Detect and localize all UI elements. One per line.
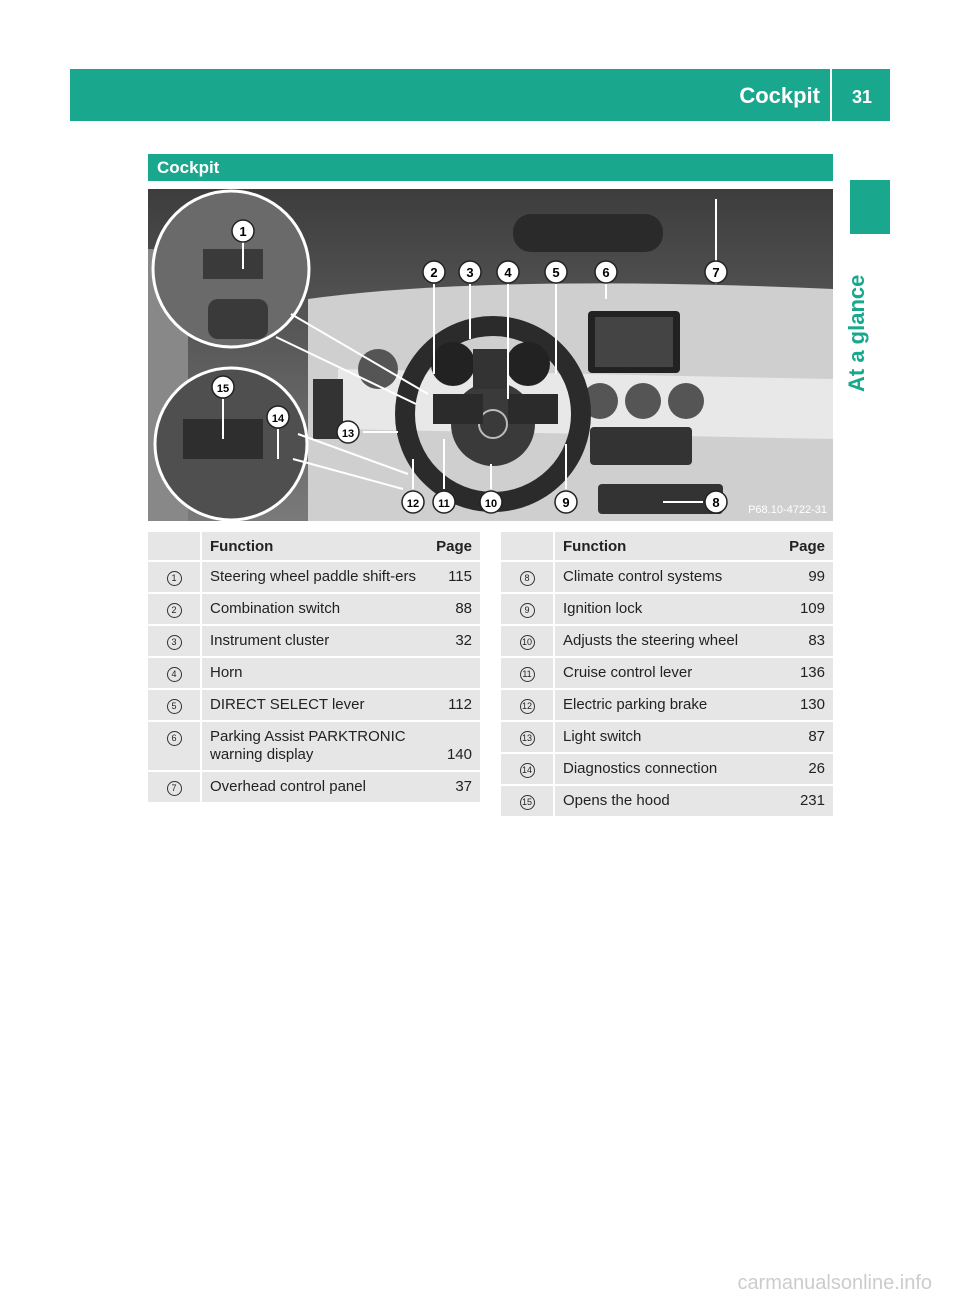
table-row <box>148 690 480 720</box>
col-page-header: Page <box>777 532 833 560</box>
row-page: 87 <box>777 722 833 752</box>
numbered-circle-icon: 9 <box>520 603 535 618</box>
svg-text:3: 3 <box>466 265 474 280</box>
table-row <box>148 594 480 624</box>
row-page <box>424 658 480 688</box>
table-row <box>501 690 833 720</box>
callout-12 <box>402 491 424 513</box>
svg-text:10: 10 <box>484 498 498 510</box>
row-number <box>501 594 555 624</box>
row-function: Adjusts the steering wheel <box>555 626 777 656</box>
row-number <box>501 658 555 688</box>
row-function: Instrument cluster <box>202 626 424 656</box>
row-number <box>148 562 202 592</box>
row-number <box>148 690 202 720</box>
table-row <box>501 626 833 656</box>
callout-10 <box>480 491 502 513</box>
table-row <box>148 626 480 656</box>
callout-8 <box>705 491 727 513</box>
row-page: 112 <box>424 690 480 720</box>
cockpit-illustration <box>148 189 833 521</box>
svg-text:2: 2 <box>430 265 438 280</box>
footer-watermark: carmanualsonline.info <box>737 1272 932 1294</box>
table-row <box>501 754 833 784</box>
row-page: 115 <box>424 562 480 592</box>
row-function: Parking Assist PARKTRONIC warning display <box>202 722 424 770</box>
table-row <box>501 594 833 624</box>
svg-text:5: 5 <box>552 265 560 280</box>
svg-text:11: 11 <box>438 498 450 510</box>
row-number <box>148 626 202 656</box>
row-page: 99 <box>777 562 833 592</box>
row-page: 136 <box>777 658 833 688</box>
row-page: 130 <box>777 690 833 720</box>
numbered-circle-icon: 12 <box>520 699 535 714</box>
callout-11 <box>433 491 455 513</box>
svg-text:12: 12 <box>406 498 420 510</box>
col-number-header <box>501 532 555 560</box>
side-tab <box>850 180 890 234</box>
section-header <box>148 154 833 181</box>
table-row <box>148 658 480 688</box>
numbered-circle-icon: 14 <box>520 763 535 778</box>
row-function: Cruise control lever <box>555 658 777 688</box>
row-number <box>501 562 555 592</box>
col-function-header: Function <box>555 532 777 560</box>
table-row <box>148 722 480 770</box>
col-number-header <box>148 532 202 560</box>
table-row <box>501 658 833 688</box>
svg-text:1: 1 <box>239 224 247 239</box>
row-function: Electric parking brake <box>555 690 777 720</box>
row-function: DIRECT SELECT lever <box>202 690 424 720</box>
svg-text:9: 9 <box>562 495 570 510</box>
row-number <box>501 626 555 656</box>
callout-14 <box>267 406 289 428</box>
table-row <box>148 562 480 592</box>
callout-4 <box>497 261 519 283</box>
row-function: Diagnostics connection <box>555 754 777 784</box>
row-function: Ignition lock <box>555 594 777 624</box>
svg-text:7: 7 <box>712 265 720 280</box>
callout-1 <box>232 220 254 242</box>
svg-text:14: 14 <box>271 413 285 425</box>
svg-text:6: 6 <box>602 265 610 280</box>
callout-5 <box>545 261 567 283</box>
numbered-circle-icon: 15 <box>520 795 535 810</box>
callout-15 <box>212 376 234 398</box>
row-number <box>148 594 202 624</box>
image-code: P68.10-4722-31 <box>748 504 827 516</box>
row-page: 26 <box>777 754 833 784</box>
row-number <box>148 722 202 770</box>
numbered-circle-icon: 11 <box>520 667 535 682</box>
callout-13 <box>337 421 359 443</box>
numbered-circle-icon: 13 <box>520 731 535 746</box>
row-function: Overhead control panel <box>202 772 424 802</box>
row-page: 109 <box>777 594 833 624</box>
section-title: Cockpit <box>157 158 220 177</box>
row-page: 32 <box>424 626 480 656</box>
row-function: Light switch <box>555 722 777 752</box>
table-row <box>501 722 833 752</box>
numbered-circle-icon: 5 <box>167 699 182 714</box>
svg-text:4: 4 <box>504 265 512 280</box>
numbered-circle-icon: 6 <box>167 731 182 746</box>
header-separator <box>830 69 832 121</box>
function-table-left <box>148 530 480 804</box>
callout-2 <box>423 261 445 283</box>
numbered-circle-icon: 1 <box>167 571 182 586</box>
row-number <box>501 722 555 752</box>
col-function-header: Function <box>202 532 424 560</box>
row-number <box>501 786 555 816</box>
numbered-circle-icon: 8 <box>520 571 535 586</box>
numbered-circle-icon: 2 <box>167 603 182 618</box>
table-header-row <box>148 532 480 560</box>
svg-text:15: 15 <box>216 383 230 395</box>
table-header-row <box>501 532 833 560</box>
row-page: 140 <box>424 722 480 770</box>
row-number <box>501 754 555 784</box>
row-function: Opens the hood <box>555 786 777 816</box>
row-function: Horn <box>202 658 424 688</box>
row-function: Climate control systems <box>555 562 777 592</box>
row-function: Steering wheel paddle shift-ers <box>202 562 424 592</box>
numbered-circle-icon: 4 <box>167 667 182 682</box>
page-number: 31 <box>851 87 872 107</box>
row-page: 88 <box>424 594 480 624</box>
row-page: 231 <box>777 786 833 816</box>
numbered-circle-icon: 10 <box>520 635 535 650</box>
col-page-header: Page <box>424 532 480 560</box>
svg-text:13: 13 <box>341 428 355 440</box>
callout-3 <box>459 261 481 283</box>
row-page: 83 <box>777 626 833 656</box>
callout-7 <box>705 261 727 283</box>
row-number <box>148 658 202 688</box>
svg-text:8: 8 <box>712 495 720 510</box>
callout-6 <box>595 261 617 283</box>
row-number <box>148 772 202 802</box>
function-table-right <box>501 530 833 818</box>
header-band <box>70 69 890 121</box>
row-number <box>501 690 555 720</box>
numbered-circle-icon: 7 <box>167 781 182 796</box>
table-row <box>148 772 480 802</box>
row-function: Combination switch <box>202 594 424 624</box>
table-row <box>501 562 833 592</box>
running-title: Cockpit <box>739 83 820 108</box>
table-row <box>501 786 833 816</box>
side-tab-label: At a glance <box>844 274 869 392</box>
row-page: 37 <box>424 772 480 802</box>
callout-9 <box>555 491 577 513</box>
numbered-circle-icon: 3 <box>167 635 182 650</box>
